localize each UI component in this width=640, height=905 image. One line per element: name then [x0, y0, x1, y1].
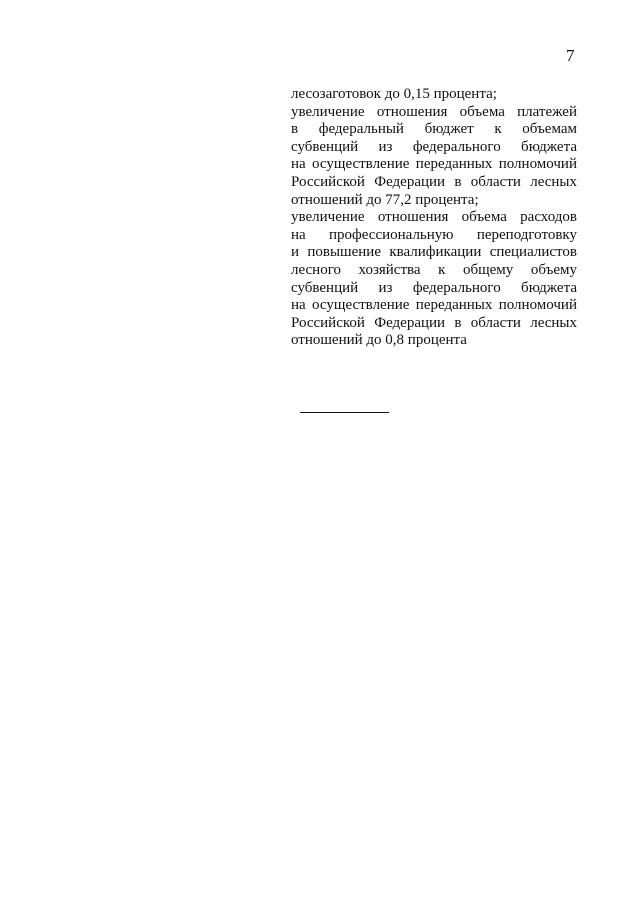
- text-line: на осуществление переданных полномочий: [291, 156, 577, 173]
- text-line: лесного хозяйства к общему объему: [291, 261, 577, 278]
- text-line: увеличение отношения объема платежей: [291, 103, 577, 120]
- page-number: 7: [566, 46, 575, 65]
- text-line: субвенций из федерального бюджета: [291, 279, 577, 296]
- text-line: на профессиональную переподготовку: [291, 226, 577, 243]
- document-text: [291, 86, 577, 350]
- text-line: отношений до 0,8 процента: [291, 332, 467, 349]
- text-line: отношений до 77,2 процента;: [291, 191, 479, 208]
- text-line: Российской Федерации в области лесных: [291, 173, 577, 190]
- text-line: Российской Федерации в области лесных: [291, 314, 577, 331]
- text-line: лесозаготовок до 0,15 процента;: [291, 86, 497, 102]
- text-line: субвенций из федерального бюджета: [291, 138, 577, 155]
- text-line: в федеральный бюджет к объемам: [291, 121, 577, 138]
- text-line: на осуществление переданных полномочий: [291, 297, 577, 314]
- text-line: и повышение квалификации специалистов: [291, 244, 577, 261]
- end-separator-line: [300, 412, 389, 413]
- text-line: увеличение отношения объема расходов: [291, 209, 577, 226]
